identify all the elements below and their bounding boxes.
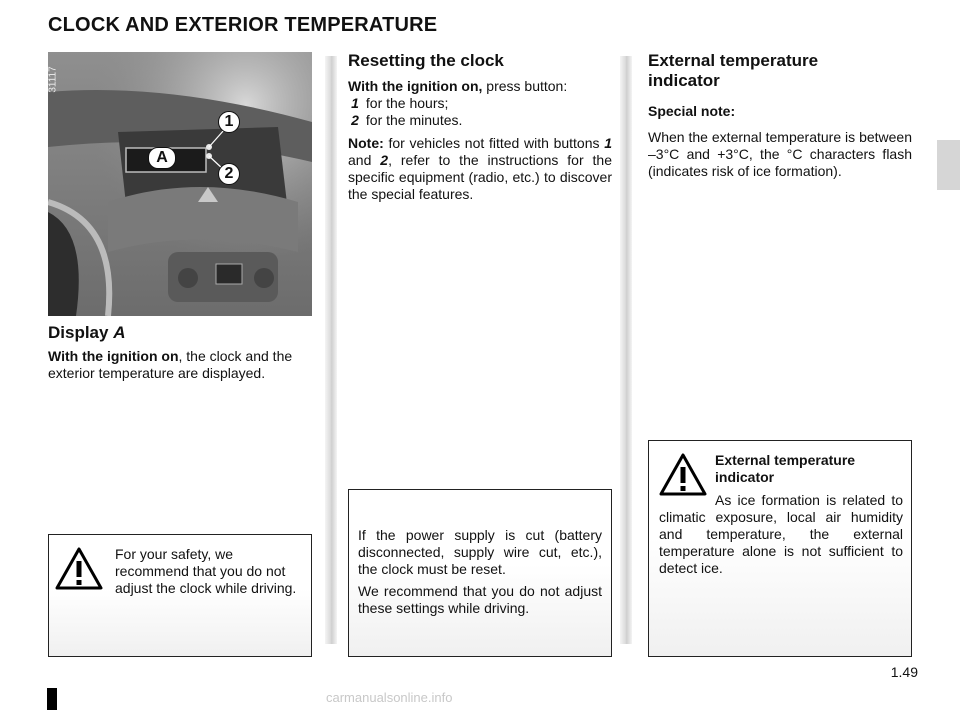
reset-item-2-num: 2	[351, 112, 359, 128]
callout-1-label: 1	[224, 113, 234, 130]
reset-item-1-text: for the hours;	[365, 95, 449, 111]
page-title: CLOCK AND EXTERIOR TEMPERATURE	[48, 14, 438, 36]
page-number: 1.49	[890, 664, 918, 680]
warning-box-ice	[648, 440, 912, 657]
callout-2	[218, 163, 240, 185]
external-special-note	[648, 103, 912, 120]
display-heading-text: Display	[48, 323, 114, 342]
page-edge-marker	[47, 688, 57, 710]
info-power-p1: If the power supply is cut (battery disconnected, supply wire cut, etc.), the clock must be reset.	[358, 527, 602, 577]
reset-item-1-num: 1	[351, 95, 359, 111]
warning-triangle-icon	[659, 453, 707, 497]
reset-note-t1: for vehicles not fitted with buttons	[383, 135, 605, 151]
display-bold: With the ignition on	[48, 348, 179, 364]
warning-box-safety	[48, 534, 312, 657]
reset-note-n1: 1	[604, 135, 612, 151]
reset-item-2-text: for the minutes.	[365, 112, 463, 128]
callout-a	[148, 147, 176, 169]
external-heading-line1: External temperature	[648, 51, 819, 70]
watermark: carmanualsonline.info	[326, 690, 453, 705]
reset-heading: Resetting the clock	[348, 51, 504, 70]
warning-ice-heading	[715, 452, 899, 486]
column-divider-left	[325, 56, 337, 644]
callout-1	[218, 111, 240, 133]
reset-intro-bold: With the ignition on,	[348, 78, 483, 94]
display-heading	[48, 323, 125, 343]
external-text: When the external temperature is between –3°C and +3°C, the °C characters flash (indicates risk of ice formation).	[648, 129, 912, 179]
info-box-power	[348, 489, 612, 657]
reset-note-bold: Note:	[348, 135, 384, 151]
external-heading-line2: indicator	[648, 71, 720, 90]
callout-a-label: A	[156, 149, 168, 166]
external-special-note-label: Special note:	[648, 103, 736, 119]
display-text: , the clock and the exterior temperature are displayed.	[48, 348, 293, 381]
chapter-tab	[937, 140, 960, 190]
reset-note	[348, 135, 612, 203]
display-paragraph	[48, 348, 312, 382]
reset-item-1	[348, 95, 612, 112]
warning-ice-heading-text: External temperature indicator	[715, 452, 856, 485]
callout-2-label: 2	[224, 165, 234, 182]
warning-ice-text: As ice formation is related to climatic exposure, local air humidity and temperature, the external temperature alone is not sufficient to detect ice.	[659, 492, 903, 576]
reset-item-2	[348, 112, 612, 129]
reset-intro	[348, 78, 612, 95]
figure-reference: 31117	[48, 66, 59, 93]
warning-triangle-icon	[55, 547, 103, 591]
warning-safety-text: For your safety, we recommend that you do not adjust the clock while driving.	[115, 546, 297, 596]
info-power-p2: We recommend that you do not adjust these settings while driving.	[358, 583, 602, 616]
external-heading	[648, 51, 818, 91]
reset-note-n2: 2	[380, 152, 389, 168]
dashboard-photo	[48, 52, 312, 316]
reset-note-t2: and	[348, 152, 381, 168]
column-divider-right	[620, 56, 632, 644]
display-heading-var: A	[113, 323, 126, 342]
reset-note-t3: , refer to the instructions for the specific equipment (radio, etc.) to discover the special features.	[348, 152, 612, 202]
reset-intro-text: press button:	[482, 78, 568, 94]
